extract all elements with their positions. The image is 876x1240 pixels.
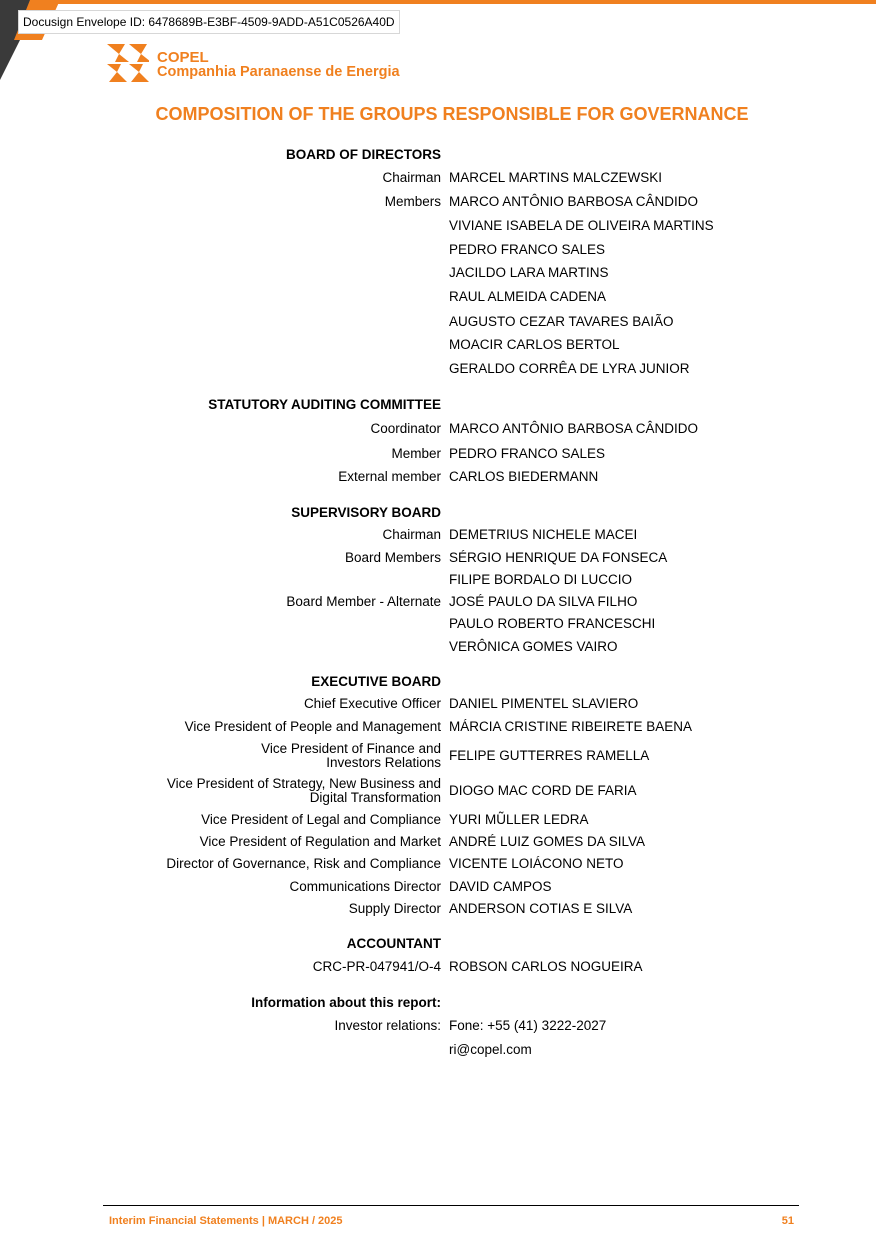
person-name: PEDRO FRANCO SALES	[449, 446, 606, 461]
footer-document-title: Interim Financial Statements | MARCH / 2025	[109, 1215, 343, 1227]
person-name: MOACIR CARLOS BERTOL	[449, 337, 620, 352]
section-heading: BOARD OF DIRECTORS	[285, 147, 441, 162]
section-heading: SUPERVISORY BOARD	[291, 505, 441, 520]
role-label: Vice President of Legal and Compliance	[201, 812, 441, 827]
contact-phone: Fone: +55 (41) 3222-2027	[449, 1018, 607, 1033]
person-name: DEMETRIUS NICHELE MACEI	[449, 527, 638, 542]
role-label: Coordinator	[370, 421, 441, 436]
person-name: VERÔNICA GOMES VAIRO	[449, 639, 618, 654]
person-name: ROBSON CARLOS NOGUEIRA	[449, 959, 643, 974]
person-name: AUGUSTO CEZAR TAVARES BAIÃO	[449, 314, 674, 329]
person-name: DAVID CAMPOS	[449, 879, 552, 894]
crc-number: CRC-PR-047941/O-4	[312, 959, 441, 974]
person-name: GERALDO CORRÊA DE LYRA JUNIOR	[449, 361, 690, 376]
role-label: Digital Transformation	[309, 790, 441, 805]
section-heading: ACCOUNTANT	[346, 936, 441, 951]
role-label: Chairman	[382, 527, 441, 542]
contact-email: ri@copel.com	[449, 1042, 532, 1057]
person-name: CARLOS BIEDERMANN	[449, 469, 599, 484]
role-label: Chief Executive Officer	[303, 696, 441, 711]
role-label: Board Members	[344, 550, 441, 565]
person-name: JOSÉ PAULO DA SILVA FILHO	[449, 594, 638, 609]
role-label: Member	[391, 446, 441, 461]
copel-logo-icon	[107, 42, 149, 84]
person-name: VIVIANE ISABELA DE OLIVEIRA MARTINS	[449, 218, 714, 233]
person-name: DIOGO MAC CORD DE FARIA	[449, 783, 637, 798]
section-heading: EXECUTIVE BOARD	[311, 674, 441, 689]
role-label: Director of Governance, Risk and Compliance	[166, 856, 441, 871]
role-label: Vice President of Regulation and Market	[199, 834, 441, 849]
person-name: ANDRÉ LUIZ GOMES DA SILVA	[449, 834, 646, 849]
role-label: Investors Relations	[326, 755, 441, 770]
role-label: External member	[338, 469, 441, 484]
logo-company-name: Companhia Paranaense de Energia	[157, 64, 400, 80]
role-label: Vice President of Finance and	[261, 741, 441, 756]
role-label: Supply Director	[348, 901, 441, 916]
role-label: Vice President of People and Management	[184, 719, 441, 734]
person-name: SÉRGIO HENRIQUE DA FONSECA	[449, 550, 668, 565]
role-label: Board Member - Alternate	[286, 594, 441, 609]
role-label: Communications Director	[289, 879, 441, 894]
person-name: VICENTE LOIÁCONO NETO	[449, 856, 624, 871]
person-name: DANIEL PIMENTEL SLAVIERO	[449, 696, 639, 711]
logo-brand-name: COPEL	[157, 49, 209, 66]
footer-page-number: 51	[781, 1215, 794, 1227]
top-accent-stripe	[0, 0, 876, 4]
role-label: Members	[384, 194, 441, 209]
role-label: Investor relations:	[334, 1018, 441, 1033]
person-name: RAUL ALMEIDA CADENA	[449, 289, 607, 304]
person-name: MÁRCIA CRISTINE RIBEIRETE BAENA	[449, 719, 693, 734]
person-name: PEDRO FRANCO SALES	[449, 242, 606, 257]
docusign-envelope-id: Docusign Envelope ID: 6478689B-E3BF-4509-9ADD-A51C0526A40D	[18, 10, 400, 34]
person-name: FELIPE GUTTERRES RAMELLA	[449, 748, 650, 763]
person-name: FILIPE BORDALO DI LUCCIO	[449, 572, 633, 587]
person-name: MARCO ANTÔNIO BARBOSA CÂNDIDO	[449, 194, 699, 209]
person-name: PAULO ROBERTO FRANCESCHI	[449, 616, 656, 631]
person-name: ANDERSON COTIAS E SILVA	[449, 901, 633, 916]
section-heading: Information about this report:	[251, 995, 441, 1010]
section-heading: STATUTORY AUDITING COMMITTEE	[208, 397, 441, 412]
footer-divider	[103, 1205, 799, 1206]
role-label: Chairman	[382, 170, 441, 185]
role-label: Vice President of Strategy, New Business and	[166, 776, 441, 791]
person-name: MARCO ANTÔNIO BARBOSA CÂNDIDO	[449, 421, 699, 436]
person-name: YURI MŨLLER LEDRA	[449, 812, 589, 827]
person-name: MARCEL MARTINS MALCZEWSKI	[449, 170, 663, 185]
page-title: COMPOSITION OF THE GROUPS RESPONSIBLE FOR GOVERNANCE	[155, 104, 749, 124]
person-name: JACILDO LARA MARTINS	[449, 265, 609, 280]
